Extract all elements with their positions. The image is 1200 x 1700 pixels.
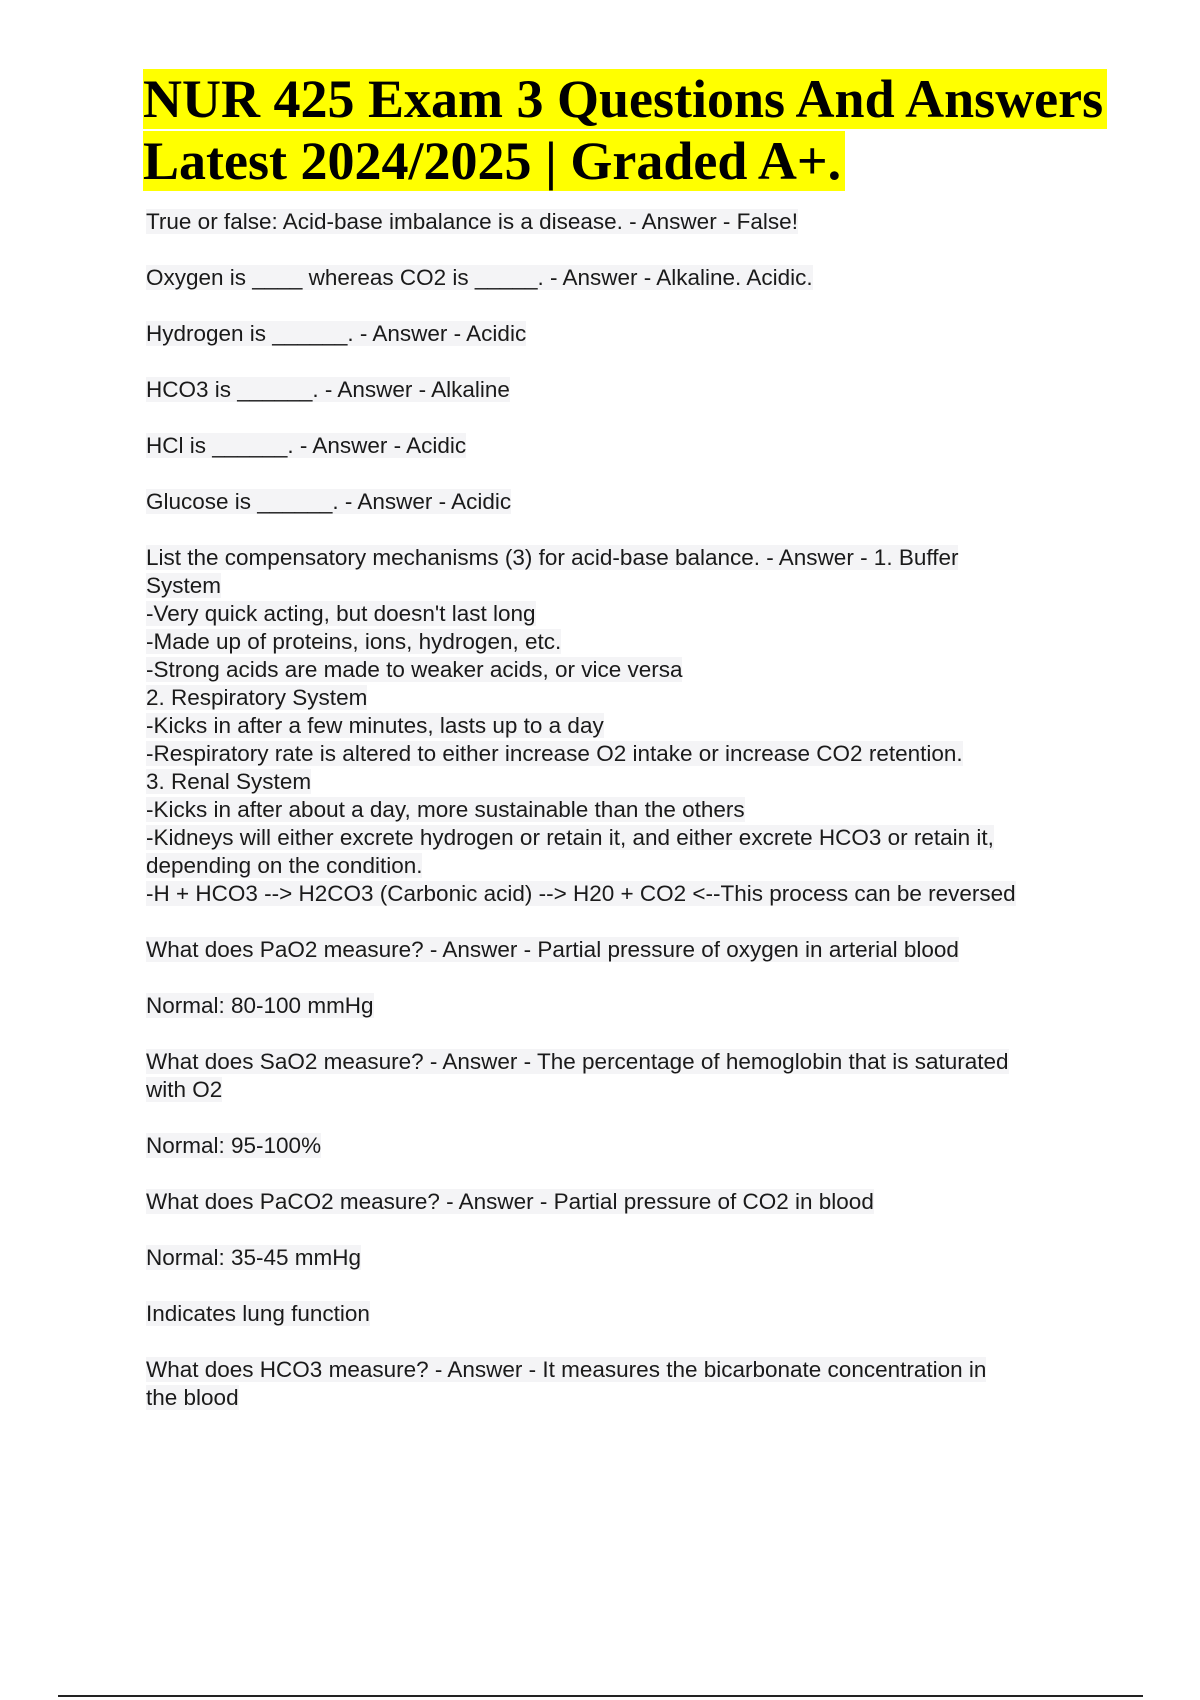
text-line: List the compensatory mechanisms (3) for acid-base balance. - Answer - 1. Buffer: [146, 545, 959, 570]
text-line: -Strong acids are made to weaker acids, or vice versa: [146, 657, 683, 682]
qa-item-hco3-measure: [146, 1356, 1106, 1412]
qa-item-acid-base-disease: [146, 208, 1106, 236]
text-line: -Very quick acting, but doesn't last long: [146, 601, 536, 626]
qa-item-pao2-normal: [146, 992, 1106, 1020]
text-line: Indicates lung function: [146, 1301, 370, 1326]
qa-item-hcl: [146, 432, 1106, 460]
text-line: -H + HCO3 --> H2CO3 (Carbonic acid) --> H20 + CO2 <--This process can be reversed: [146, 881, 1016, 906]
qa-item-paco2-normal: [146, 1244, 1106, 1272]
text-line: True or false: Acid-base imbalance is a disease. - Answer - False!: [146, 209, 798, 234]
qa-content: [146, 208, 1106, 1440]
text-line: -Kicks in after about a day, more sustainable than the others: [146, 797, 745, 822]
text-line: the blood: [146, 1385, 239, 1410]
text-line: Normal: 80-100 mmHg: [146, 993, 374, 1018]
text-line: -Kidneys will either excrete hydrogen or retain it, and either excrete HCO3 or retain it,: [146, 825, 994, 850]
text-line: 3. Renal System: [146, 769, 312, 794]
text-line: Normal: 35-45 mmHg: [146, 1245, 362, 1270]
text-line: System: [146, 573, 222, 598]
text-line: with O2: [146, 1077, 223, 1102]
text-line: Glucose is ______. - Answer - Acidic: [146, 489, 512, 514]
text-line: What does PaCO2 measure? - Answer - Partial pressure of CO2 in blood: [146, 1189, 874, 1214]
text-line: HCl is ______. - Answer - Acidic: [146, 433, 467, 458]
text-line: What does HCO3 measure? - Answer - It measures the bicarbonate concentration in: [146, 1357, 987, 1382]
title-line-2: Latest 2024/2025 | Graded A+.: [143, 131, 845, 191]
qa-item-sao2: [146, 1048, 1106, 1104]
page-bottom-divider: [58, 1695, 1143, 1697]
title-line-1: NUR 425 Exam 3 Questions And Answers: [143, 69, 1107, 129]
text-line: -Made up of proteins, ions, hydrogen, etc.: [146, 629, 562, 654]
text-line: Normal: 95-100%: [146, 1133, 322, 1158]
qa-item-hco3: [146, 376, 1106, 404]
qa-item-hydrogen: [146, 320, 1106, 348]
text-line: What does PaO2 measure? - Answer - Partial pressure of oxygen in arterial blood: [146, 937, 959, 962]
qa-item-lung-function: [146, 1300, 1106, 1328]
qa-item-compensatory-mechanisms: [146, 544, 1106, 908]
document-title: [143, 68, 1153, 192]
text-line: Oxygen is ____ whereas CO2 is _____. - Answer - Alkaline. Acidic.: [146, 265, 813, 290]
qa-item-sao2-normal: [146, 1132, 1106, 1160]
text-line: Hydrogen is ______. - Answer - Acidic: [146, 321, 527, 346]
text-line: depending on the condition.: [146, 853, 423, 878]
text-line: -Respiratory rate is altered to either increase O2 intake or increase CO2 retention.: [146, 741, 963, 766]
text-line: -Kicks in after a few minutes, lasts up to a day: [146, 713, 604, 738]
text-line: What does SaO2 measure? - Answer - The percentage of hemoglobin that is saturated: [146, 1049, 1009, 1074]
text-line: HCO3 is ______. - Answer - Alkaline: [146, 377, 510, 402]
qa-item-glucose: [146, 488, 1106, 516]
qa-item-pao2: [146, 936, 1106, 964]
qa-item-oxygen-co2: [146, 264, 1106, 292]
qa-item-paco2: [146, 1188, 1106, 1216]
text-line: 2. Respiratory System: [146, 685, 368, 710]
